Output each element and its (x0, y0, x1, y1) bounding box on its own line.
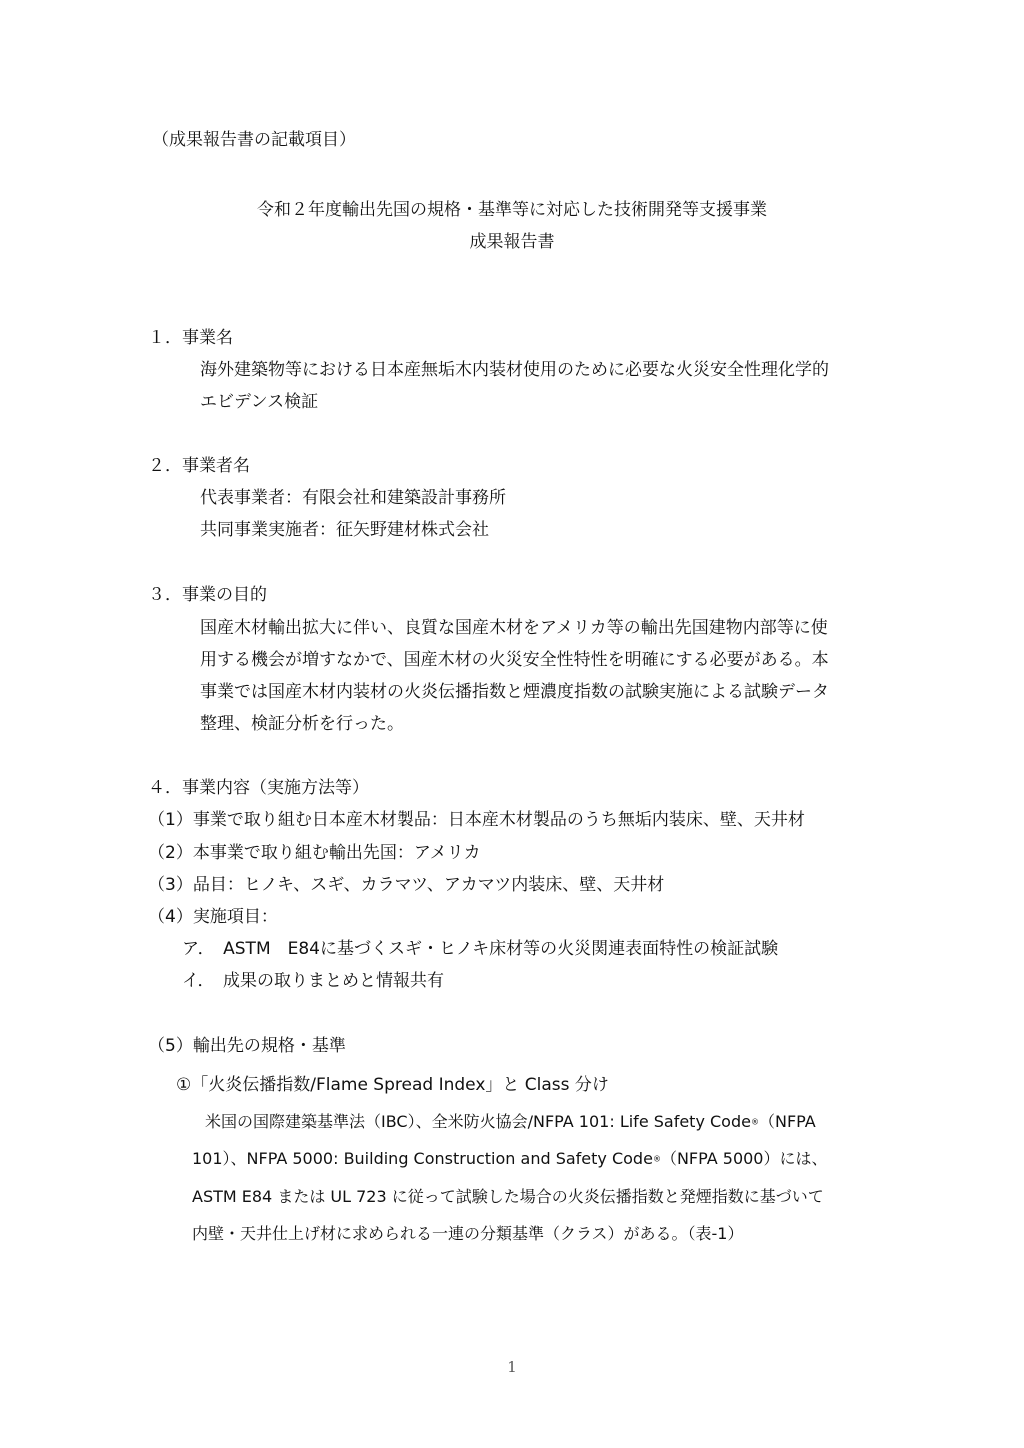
document-subtitle: 成果報告書 (469, 232, 555, 252)
page-number: 1 (507, 1358, 517, 1376)
purpose-line-4: 整理、検証分析を行った。 (200, 714, 404, 734)
purpose-line-2: 用する機会が増すなかで、国産木材の火災安全性特性を明確にする必要がある。本 (200, 650, 829, 670)
item-1: （1）事業で取り組む日本産木材製品：日本産木材製品のうち無垢内装床、壁、天井材 (148, 810, 805, 830)
section-1-body: 海外建築物等における日本産無垢木内装材使用のために必要な火災安全性理化学的 (200, 360, 829, 380)
section-1-heading: １．事業名 (148, 328, 233, 348)
standards-paragraph-line-4: 内壁・天井仕上げ材に求められる一連の分類基準（クラス）がある。（表-1） (192, 1224, 744, 1243)
joint-company: 共同事業実施者：征矢野建材株式会社 (200, 520, 489, 540)
section-2-heading: ２．事業者名 (148, 456, 250, 476)
section-3-heading: ３．事業の目的 (148, 585, 267, 605)
standards-paragraph-line-1 (205, 1114, 816, 1130)
standards-paragraph-line-3: ASTM E84 または UL 723 に従って試験した場合の火炎伝播指数と発煙指数に基づいて (192, 1187, 824, 1206)
standards-paragraph-line-2 (192, 1151, 828, 1167)
header-note: （成果報告書の記載項目） (152, 130, 356, 150)
purpose-line-1: 国産木材輸出拡大に伴い、良質な国産木材をアメリカ等の輸出先国建物内部等に使 (200, 618, 828, 638)
sub-item-i: イ． 成果の取りまとめと情報共有 (182, 971, 444, 991)
item-2: （2）本事業で取り組む輸出先国：アメリカ (148, 843, 481, 863)
representative-company: 代表事業者：有限会社和建築設計事務所 (200, 488, 506, 508)
registered-mark: ® (652, 1154, 661, 1164)
document-title: 令和２年度輸出先国の規格・基準等に対応した技術開発等支援事業 (257, 200, 767, 220)
purpose-line-3: 事業では国産木材内装材の火炎伝播指数と煙濃度指数の試験実施による試験データ (200, 682, 829, 702)
section-4-heading: ４．事業内容（実施方法等） (148, 778, 369, 798)
item-3: （3）品目：ヒノキ、スギ、カラマツ、アカマツ内装床、壁、天井材 (148, 875, 665, 895)
sub-item-a: ア． ASTM E84に基づくスギ・ヒノキ床材等の火災関連表面特性の検証試験 (182, 939, 779, 959)
section-1-body-cont: エビデンス検証 (200, 392, 319, 412)
line-1-text: 米国の国際建築基準法（IBC）、全米防火協会/NFPA 101: Life Safety Code (205, 1112, 751, 1131)
registered-mark: ® (750, 1117, 759, 1127)
section-5-subheading: ①「火炎伝播指数/Flame Spread Index」と Class 分け (176, 1075, 609, 1095)
line-2-tail: （NFPA 5000）には、 (660, 1149, 828, 1168)
section-5-heading: （5）輸出先の規格・基準 (148, 1036, 346, 1056)
line-2-text: 101）、NFPA 5000: Building Construction and Safety Code (192, 1149, 653, 1168)
item-4: （4）実施項目： (148, 907, 278, 927)
line-1-tail: （NFPA (758, 1112, 816, 1131)
